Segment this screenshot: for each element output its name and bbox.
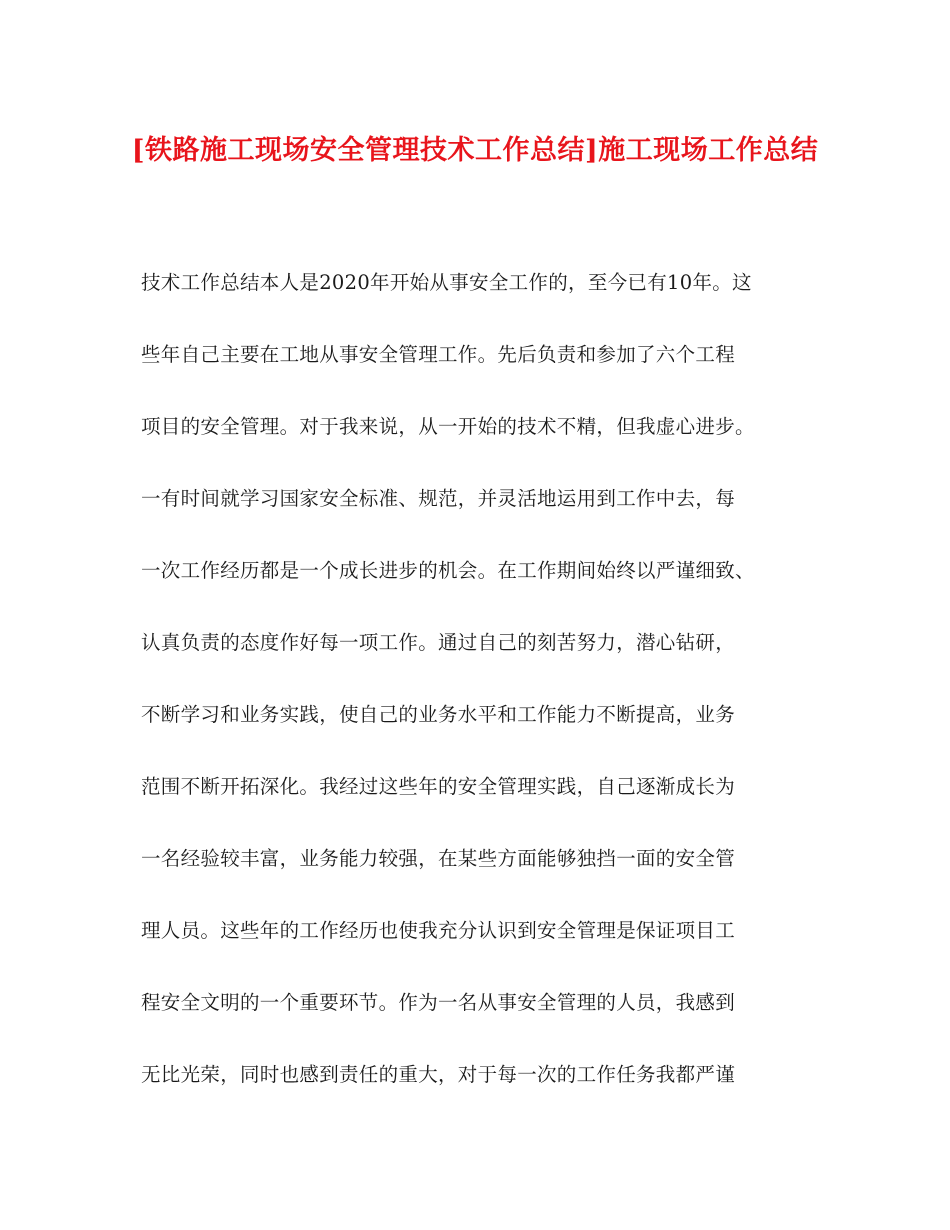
body-line: 认真负责的态度作好每一项工作。通过自己的刻苦努力，潜心钻研， (141, 631, 736, 654)
body-line: 些年自己主要在工地从事安全管理工作。先后负责和参加了六个工程 (141, 343, 736, 366)
body-line: 一有时间就学习国家安全标准、规范，并灵活地运用到工作中去，每 (141, 487, 736, 510)
document-title: [铁路施工现场安全管理技术工作总结]施工现场工作总结 (131, 135, 819, 166)
body-line: 一次工作经历都是一个成长进步的机会。在工作期间始终以严谨细致、 (141, 559, 755, 582)
body-line: 无比光荣，同时也感到责任的重大，对于每一次的工作任务我都严谨 (141, 1063, 736, 1086)
body-line: 一名经验较丰富，业务能力较强，在某些方面能够独挡一面的安全管 (141, 847, 736, 870)
body-line: 技术工作总结本人是2020年开始从事安全工作的，至今已有10年。这 (141, 271, 752, 294)
body-line: 项目的安全管理。对于我来说，从一开始的技术不精，但我虚心进步。 (141, 415, 755, 438)
body-line: 不断学习和业务实践，使自己的业务水平和工作能力不断提高，业务 (141, 703, 736, 726)
body-line: 范围不断开拓深化。我经过这些年的安全管理实践，自己逐渐成长为 (141, 775, 736, 798)
body-line: 程安全文明的一个重要环节。作为一名从事安全管理的人员，我感到 (141, 991, 736, 1014)
body-line: 理人员。这些年的工作经历也使我充分认识到安全管理是保证项目工 (141, 919, 736, 942)
